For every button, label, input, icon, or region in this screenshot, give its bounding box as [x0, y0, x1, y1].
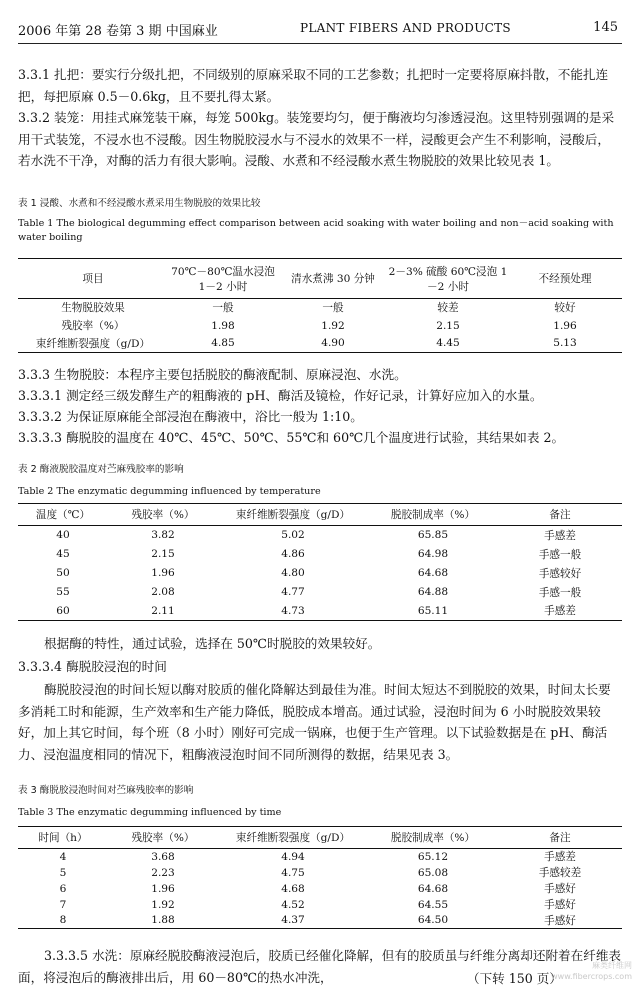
table-cell: 5	[59, 866, 67, 879]
table-cell: 60	[56, 604, 70, 617]
table-cell: 4.68	[281, 882, 305, 895]
para-3-3-1: 3.3.1 扎把：要实行分级扎把，不同级别的原麻采取不同的工艺参数；扎把时一定要将原麻抖散，不能扎连把，每把原麻 0.5－0.6kg，且不要扎得太紧。	[18, 67, 609, 104]
table-cell: 5.02	[281, 529, 305, 542]
table-cell: 1.92	[151, 898, 175, 911]
header-rule	[18, 43, 622, 44]
table-cell: 40	[56, 529, 70, 542]
para-3-3-3-1: 3.3.3.1 测定经三级发酵生产的粗酶液的 pH、酶活及镜检，作好记录，计算好应加入的水量。	[18, 388, 543, 403]
table-cell: 8	[59, 914, 67, 927]
para-after-table2: 根据酶的特性，通过试验，选择在 50℃时脱胶的效果较好。	[44, 636, 381, 651]
table-cell: 2.11	[151, 604, 175, 617]
table-cell: 65.85	[417, 529, 449, 542]
table-cell: 4.86	[281, 548, 305, 560]
table-row	[18, 913, 622, 929]
table1-header-cell: 项目	[82, 273, 104, 285]
table-row	[18, 602, 622, 621]
table2-caption-en: Table 2 The enzymatic degumming influenced by temperature	[18, 486, 321, 497]
table-cell: 64.50	[417, 914, 449, 927]
table-row	[18, 564, 622, 583]
table-cell: 4.90	[321, 337, 345, 350]
table-cell: 残胶率（%）	[61, 320, 125, 332]
table-row	[18, 881, 622, 897]
table-cell: 64.68	[417, 882, 449, 895]
table-row	[18, 317, 622, 335]
table1-header-cell: 70℃－80℃温水浸泡 1－2 小时	[171, 265, 275, 293]
table-row	[18, 897, 622, 913]
table2-header-cell: 束纤维断裂强度（g/D）	[235, 509, 351, 521]
table1-header-cell: 清水煮沸 30 分钟	[291, 273, 375, 285]
table-cell: 65.12	[417, 850, 449, 863]
table-cell: 手感较差	[538, 867, 582, 879]
watermark-text: 麻类纤维网	[592, 961, 632, 970]
table3-header-cell: 脱胶制成率（%）	[390, 832, 476, 844]
table1-header-row	[18, 259, 622, 299]
table-cell: 1.92	[321, 319, 345, 332]
table-cell: 手感差	[544, 851, 576, 864]
table-cell: 65.08	[417, 866, 449, 879]
table-cell: 束纤维断裂强度（g/D）	[35, 337, 151, 350]
para-3-3-3: 3.3.3 生物脱胶：本程序主要包括脱胶的酶液配制、原麻浸泡、水洗。	[18, 367, 407, 382]
table-row	[18, 849, 622, 865]
table2-header-cell: 温度（℃）	[35, 509, 91, 521]
table-3	[18, 826, 622, 929]
table-cell: 手感差	[544, 529, 576, 542]
table2-header-row	[18, 504, 622, 526]
table-cell: 55	[56, 586, 70, 598]
table-cell: 1.96	[553, 319, 577, 332]
table-cell: 较好	[554, 302, 576, 315]
table-cell: 手感较好	[538, 567, 582, 580]
table-cell: 4.45	[436, 337, 460, 350]
table-cell: 4.37	[281, 914, 305, 927]
table-cell: 4.80	[281, 567, 305, 579]
table-cell: 手感好	[544, 883, 576, 895]
table-cell: 手感一般	[538, 586, 582, 599]
table2-header-cell: 脱胶制成率（%）	[390, 509, 476, 521]
table1-header-cell: 不经预处理	[538, 273, 592, 285]
table-cell: 4.73	[281, 604, 305, 617]
table-cell: 64.98	[417, 548, 449, 560]
para-3-3-2: 3.3.2 装笼：用挂式麻笼装干麻，每笼 500kg。装笼要均匀，便于酶液均匀渗透浸泡。这里特别强调的是采用干式装笼，不浸水也不浸酸。因生物脱胶浸水与不浸水的效果不一样，浸酸更会产生不利影响，浸酸后，若水洗不干净，对酶的活力有很大影响。浸酸、水煮和不经浸酸水煮生物脱胶的效果比较见表 1。	[18, 110, 615, 168]
table3-header-row	[18, 827, 622, 849]
table-cell: 2.15	[436, 319, 460, 332]
table-cell: 7	[59, 898, 67, 911]
para-3-3-3-4-title: 3.3.3.4 酶脱胶浸泡的时间	[18, 659, 167, 674]
table-cell: 4.94	[281, 850, 305, 863]
table-cell: 2.15	[151, 548, 175, 560]
table2-header-cell: 备注	[549, 509, 571, 521]
table-cell: 2.23	[151, 866, 175, 879]
table-row	[18, 335, 622, 353]
table-1	[18, 258, 622, 353]
para-3-3-3-3: 3.3.3.3 酶脱胶的温度在 40℃、45℃、50℃、55℃和 60℃几个温度进行试验，其结果如表 2。	[18, 430, 565, 445]
table3-header-cell: 备注	[549, 832, 571, 844]
watermark-url: www.fibercrops.com	[551, 972, 632, 981]
table-cell: 50	[56, 567, 70, 579]
table-cell: 64.55	[417, 898, 449, 911]
header-issue: 2006 年第 28 卷第 3 期 中国麻业	[18, 24, 218, 39]
table-cell: 64.88	[417, 586, 449, 598]
header-journal-en: PLANT FIBERS AND PRODUCTS	[300, 21, 511, 35]
table1-caption-cn: 表 1 浸酸、水煮和不经浸酸水煮采用生物脱胶的效果比较	[18, 198, 261, 209]
table-row	[18, 583, 622, 602]
table-cell: 手感好	[544, 899, 576, 911]
para-3-3-3-2: 3.3.3.2 为保证原麻能全部浸泡在酶液中，浴比一般为 1:10。	[18, 409, 363, 424]
table-cell: 45	[56, 548, 70, 560]
table2-caption-cn: 表 2 酶液脱胶温度对苎麻残胶率的影响	[18, 464, 184, 475]
running-header	[18, 20, 622, 40]
table-cell: 1.96	[151, 882, 175, 895]
table-cell: 生物脱胶效果	[61, 302, 125, 315]
table-cell: 64.68	[417, 567, 449, 579]
watermark	[551, 960, 632, 982]
table-cell: 4.52	[281, 898, 305, 911]
table3-caption-cn: 表 3 酶脱胶浸泡时间对苎麻残胶率的影响	[18, 785, 194, 796]
table-cell: 4	[59, 850, 67, 863]
table-cell: 3.68	[151, 850, 175, 863]
table3-header-cell: 束纤维断裂强度（g/D）	[235, 832, 351, 844]
para-3-3-3-4: 酶脱胶浸泡的时间长短以酶对胶质的催化降解达到最佳为准。时间太短达不到脱胶的效果，时间太长要多消耗工时和能源，生产效率和生产能力降低，脱胶成本增高。通过试验，浸泡时间为 6 小时脱胶效果较好，加上其它时间，每个班（8 小时）刚好可完成一锅麻，也便于生产管理。以下试验数据是在 pH、酶活力、浸泡温度相同的情况下，粗酶液浸泡时间不同所测得的数据，结果见表 3。	[18, 682, 611, 762]
table-row	[18, 545, 622, 564]
table-cell: 1.96	[151, 567, 175, 579]
table2-header-cell: 残胶率（%）	[131, 509, 195, 521]
table-cell: 手感一般	[538, 548, 582, 561]
table-cell: 6	[59, 882, 67, 895]
table-cell: 1.98	[211, 319, 235, 332]
table-cell: 3.82	[151, 529, 175, 542]
table-cell: 一般	[322, 302, 344, 315]
table3-header-cell: 时间（h）	[38, 832, 88, 844]
table1-header-cell: 2－3% 硫酸 60℃浸泡 1－2 小时	[388, 265, 508, 293]
table-cell: 2.08	[151, 586, 175, 598]
table-cell: 4.77	[281, 586, 305, 598]
table-cell: 4.85	[211, 337, 235, 350]
table1-caption-en: Table 1 The biological degumming effect comparison between acid soaking with water boiling and non－acid soaking with water boiling	[18, 218, 614, 243]
table-cell: 手感差	[544, 605, 576, 618]
table-cell: 较差	[437, 302, 459, 315]
continued-note: （下转 150 页）	[466, 971, 562, 986]
table-2	[18, 503, 622, 621]
table3-header-cell: 残胶率（%）	[131, 832, 195, 844]
table-row	[18, 865, 622, 881]
table-row	[18, 299, 622, 317]
para-3-3-3-5: 3.3.3.5 水洗：原麻经脱胶酶液浸泡后，胶质已经催化降解，但有的胶质虽与纤维分离却还附着在纤维表面，将浸泡后的酶液排出后，用 60－80℃的热水冲洗，	[18, 948, 622, 985]
table-cell: 手感好	[544, 914, 576, 927]
table-cell: 5.13	[553, 337, 577, 350]
table-cell: 一般	[212, 302, 234, 315]
table-row	[18, 526, 622, 545]
table-cell: 1.88	[151, 914, 175, 927]
table-cell: 65.11	[417, 604, 449, 617]
table-cell: 4.75	[281, 866, 305, 879]
table3-caption-en: Table 3 The enzymatic degumming influenced by time	[18, 807, 282, 818]
page-number: 145	[593, 20, 618, 35]
